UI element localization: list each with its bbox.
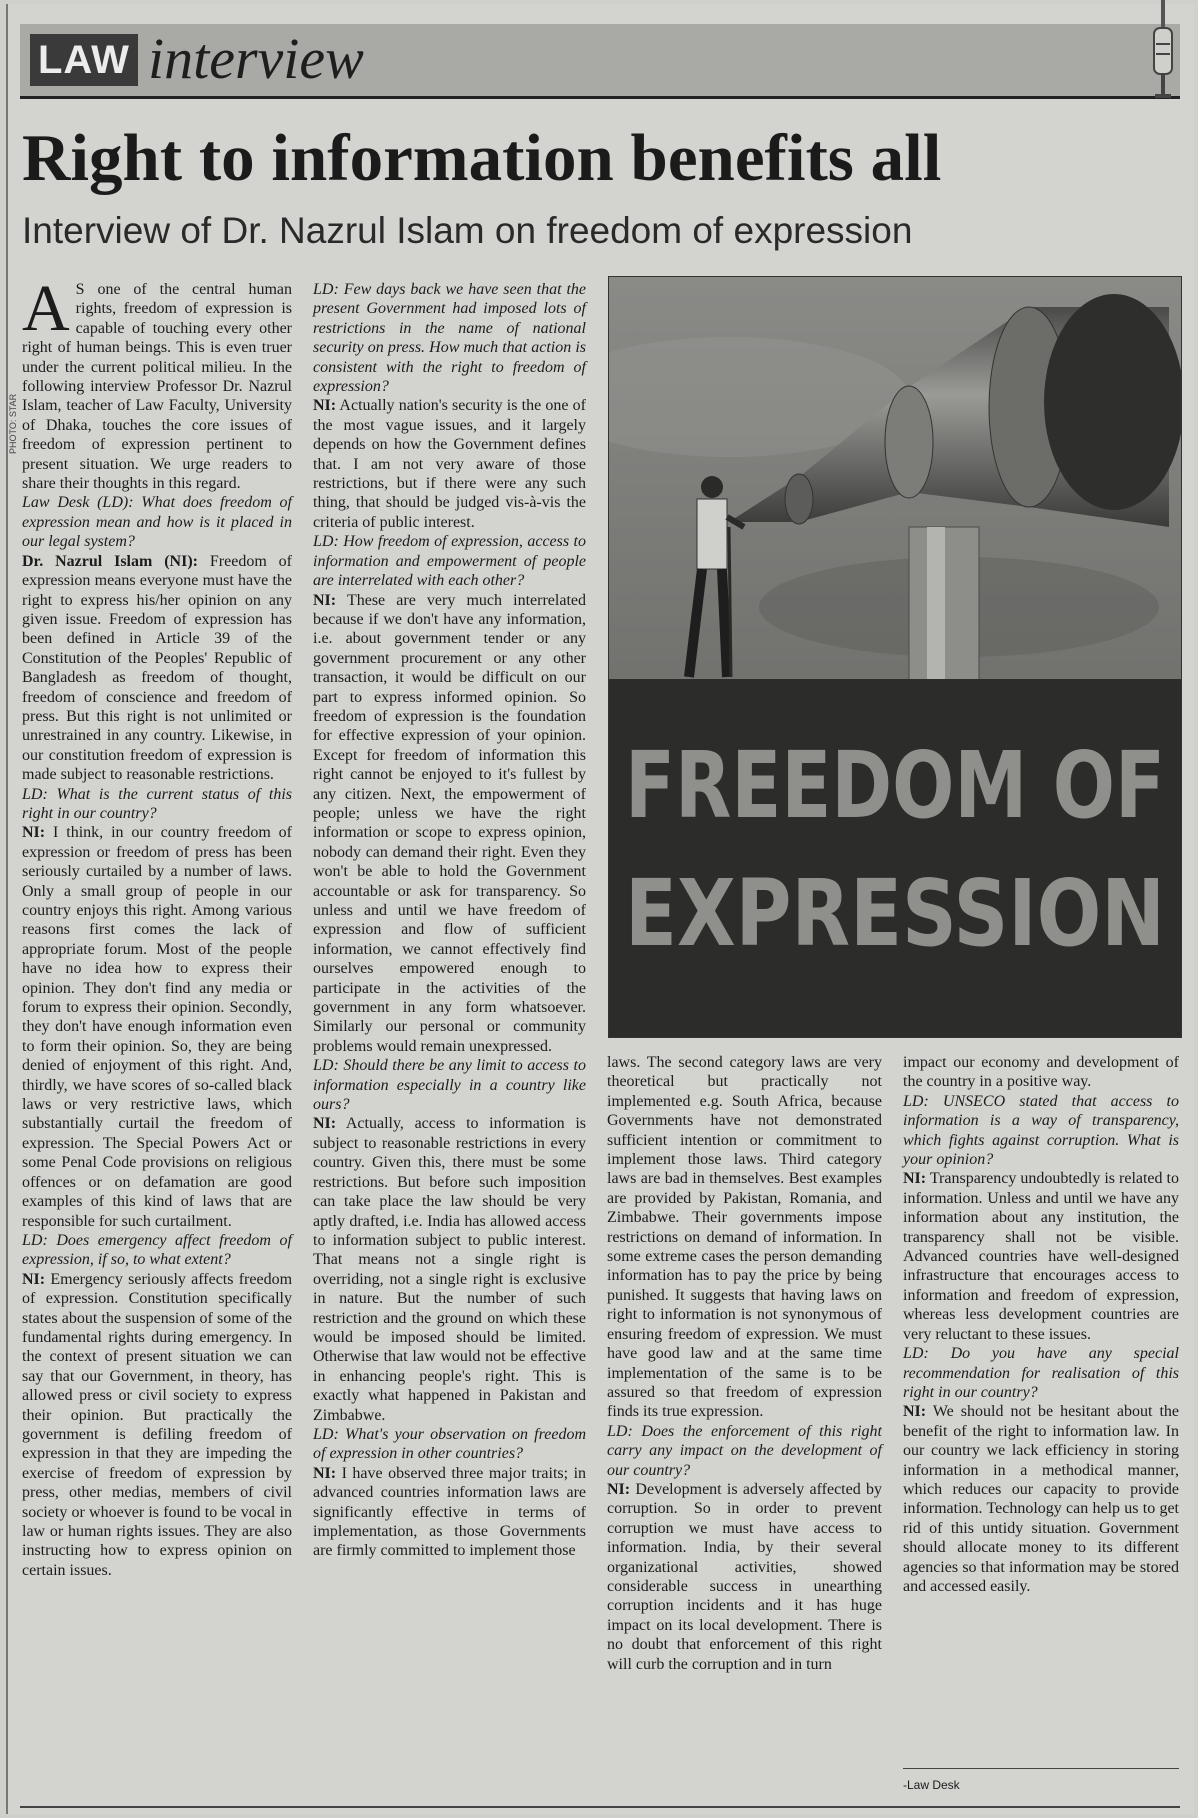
byline-signature: -Law Desk xyxy=(903,1778,960,1792)
answer-continued: impact our economy and development of the country in a positive way. xyxy=(903,1054,1179,1091)
answer: Dr. Nazrul Islam (NI): Freedom of expression means everyone must have the right to express his/her opinion on any given issue. Freedom of expression has been defined in Article 39 of the Constitution of the Peoples' Republic of Bangladesh as freedom of thought, freedom of conscience and freedom of press. But this right is not unlimited or unrestrained in any country. Likewise, in our constitution freedom of expression is made subject to reasonable restrictions. xyxy=(22,552,293,784)
question: LD: How freedom of expression, access to information and empowerment of people are interrelated with each other? xyxy=(313,533,586,590)
answer: NI: Transparency undoubtedly is related to information. Unless and until we have any information about any institution, the transparency shall not be visible. Advanced countries have well-designed infrastructure that encourages access to information and freedom of expression, whereas less development countries are very reluctant to these issues. xyxy=(903,1170,1179,1343)
drop-cap: A xyxy=(22,272,70,345)
bottom-rule xyxy=(20,1806,1180,1808)
speaker: NI: xyxy=(313,397,337,415)
intro-paragraph: A S one of the central human rights, freedom of expression is capable of touching every other right of human beings. This is even truer under the current political milieu. In the following interview Professor Dr. Nazrul Islam, teacher of Law Faculty, University of Dhaka, touches the core issues of freedom of expression pertinent to present situation. We urge readers to share their thoughts in this regard. xyxy=(22,272,292,493)
answer: NI: Development is adversely affected by corruption. So in order to prevent corruption we must have access to information. India, by their several organizational activities, showed considerable success in unearthing corruption incidents and it has huge impact on its local development. There is no doubt that enforcement of this right will curb the corruption and in turn xyxy=(607,1480,883,1673)
answer: NI: I think, in our country freedom of expression or freedom of press has been seriously curtailed by a number of laws. Only a small group of people in our country enjoys this right. Among various reasons first comes the lack of appropriate forum. Most of the people have no idea how to express their opinion. They don't find any media or forum to express their opinion. Secondly, they don't have enough information even to form their opinion. So, they are being denied of enjoyment of this right. And, thirdly, we have scores of so-called black laws or very restrictive laws, which substantially curtail the freedom of expression. The Special Powers Act or some Penal Code provisions on religious offences or on defamation are good examples of this kind of laws that are responsible for such curtailment. xyxy=(22,824,293,1230)
question: LD: UNSECO stated that access to information is a way of transparency, which fights against corruption. What is your opinion? xyxy=(903,1092,1179,1169)
photo-credit: PHOTO: STAR xyxy=(8,393,18,454)
question: LD: What is the current status of this right in our country? xyxy=(22,785,292,822)
question: LD: Does the enforcement of this right carry any impact on the development of our country? xyxy=(607,1422,882,1479)
answer: NI: Actually nation's security is the one of the most vague issues, and it largely depends on how the Government defines that. I am not very aware of those restrictions, but if there were any such thing, that should be judged vis-à-vis the criteria of public interest. xyxy=(313,397,586,531)
question: LD: Should there be any limit to access to information especially in a country like ours? xyxy=(313,1057,586,1114)
section-label: LAW xyxy=(30,34,138,86)
speaker: NI: xyxy=(22,1270,46,1288)
speaker: NI: xyxy=(313,1464,337,1482)
question: Law Desk (LD): What does freedom of expression mean and how is it placed in our legal system? xyxy=(22,494,292,551)
answer: NI: I have observed three major traits; in advanced countries information laws are significantly effective in terms of implementation, as those Governments are firmly committed to implement those xyxy=(313,1464,587,1560)
speaker: NI: xyxy=(22,824,46,842)
signature-divider xyxy=(903,1768,1179,1769)
question: LD: What's your observation on freedom of expression in other countries? xyxy=(313,1425,586,1463)
article-column-4 xyxy=(903,1053,1179,1596)
speaker: Dr. Nazrul Islam (NI): xyxy=(22,552,198,570)
question: LD: Few days back we have seen that the present Government had imposed lots of restrictions in the name of national security on press. How much that action is consistent with the right to freedom of expression? xyxy=(313,281,586,396)
answer: NI: Actually, access to information is subject to reasonable restrictions in every country. Given this, there must be some restrictions. But before such imposition can take place the law should be very aptly drafted, i.e. India has allowed access to information subject to public interest. That means not a single right is overriding, not a single right is exclusive in nature. But the number of such restriction and the ground on which these would be imposed should be limited. Otherwise that law would not be effective in enhancing people's right. This is exactly what happened in Pakistan and Zimbabwe. xyxy=(313,1115,586,1424)
article-column-3 xyxy=(607,1053,882,1674)
question: LD: Does emergency affect freedom of expression, if so, to what extent? xyxy=(22,1231,292,1269)
speaker: NI: xyxy=(313,1115,337,1133)
speaker: NI: xyxy=(903,1403,927,1421)
headline: Right to information benefits all xyxy=(22,121,942,195)
freedom-of-expression-photo xyxy=(608,276,1182,1038)
figure-text-line-1: FREEDOM OF xyxy=(625,732,1165,839)
speaker: NI: xyxy=(607,1480,631,1498)
subheadline: Interview of Dr. Nazrul Islam on freedom of expression xyxy=(22,210,913,251)
section-title: interview xyxy=(148,26,364,91)
speaker: NI: xyxy=(313,591,337,609)
answer: NI: Emergency seriously affects freedom of expression. Constitution specifically states about the suspension of some of the fundamental rights during emergency. In the context of present situation we can say that our Government, in theory, has allowed press or civil society to express their opinion. But practically the government is defiling freedom of expression in that they are impeding the exercise of freedom of expression by press, other medias, members of civil society or whoever is found to be vocal in law or human rights issues. They are also instructing how to express opinion on certain issues. xyxy=(22,1270,293,1579)
article-column-1 xyxy=(22,272,293,1580)
article-column-2 xyxy=(313,280,586,1561)
speaker: NI: xyxy=(903,1170,927,1188)
answer: NI: We should not be hesitant about the benefit of the right to information law. In our country we lack efficiency in storing information in a methodical manner, which reduces our capacity to provide information. Technology can help us to get rid of this untidy situation. Government should allocate money to its different agencies so that information may be stored and accessed easily. xyxy=(903,1403,1180,1595)
answer: NI: These are very much interrelated because if we don't have any information, i.e. about government tender or any government procurement or any other transaction, it would be difficult on our part to express informed opinion. So freedom of expression is the foundation for effective expression of your opinion. Except for freedom of information this right cannot be enjoyed to it's fullest by any citizen. Next, the empowerment of people; unless we have the right information or scope to express opinion, nobody can demand their right. Even they won't be able to hold the Government accountable or ask for transparency. So unless and until we have freedom of expression and flow of sufficient information, we cannot effectively find ourselves empowered enough to participate in the activities of the government in any form whatsoever. Similarly our personal or community problems would remain unexpressed. xyxy=(313,591,586,1055)
figure-text-line-2: EXPRESSION xyxy=(625,860,1165,967)
megaphone-illustration xyxy=(609,277,1181,1037)
microphone-icon xyxy=(1148,0,1178,108)
answer-continued: laws. The second category laws are very theoretical but practically not implemented e.g. South Africa, because Governments have not demonstrated sufficient intention or commitment to implement those laws. Third category laws are bad in themselves. Best examples are provided by Pakistan, Romania, and Zimbabwe. Their governments impose restrictions on demand of information. In some extreme cases the person demanding information has to pay the price by being punished. It suggests that having laws on right to information is not synonymous of ensuring freedom of expression. We must have good law and at the same time implementation of the same is to be assured so that freedom of expression finds its true expression. xyxy=(607,1054,882,1421)
question: LD: Do you have any special recommendation for realisation of this right in our country? xyxy=(903,1345,1179,1401)
section-header-band xyxy=(20,24,1180,99)
